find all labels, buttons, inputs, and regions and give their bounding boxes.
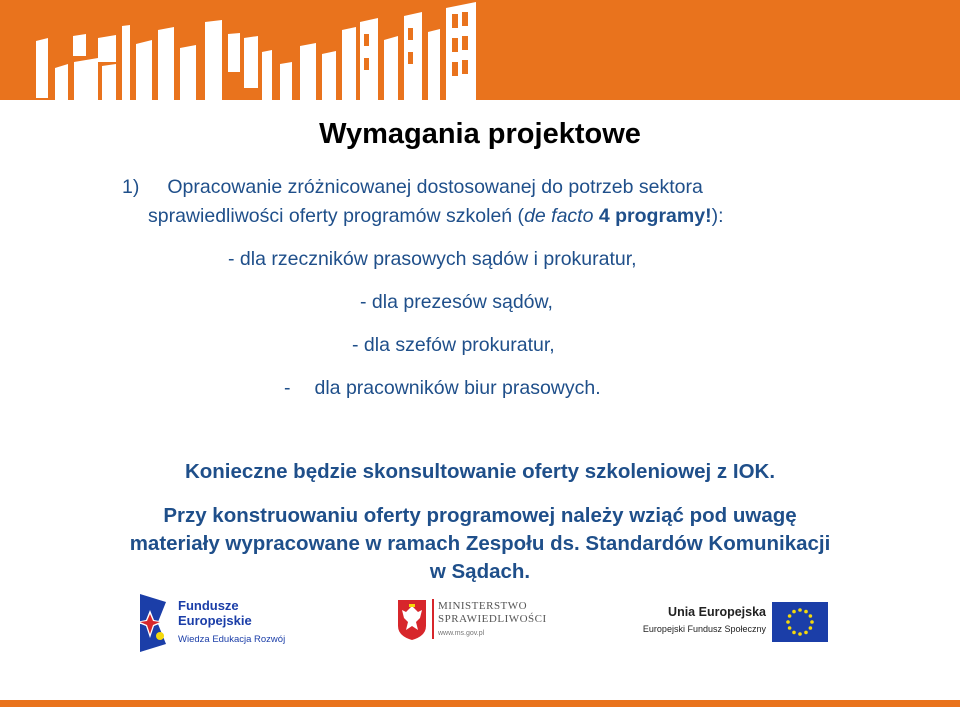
- eu-fund-name: Europejski Fundusz Społeczny: [642, 624, 766, 634]
- sub-item-press-offices: - dla pracowników biur prasowych.: [284, 377, 601, 399]
- ministry-divider: [432, 599, 434, 639]
- sub-item-prosecutors: - dla szefów prokuratur,: [352, 334, 555, 356]
- ministry-logo: [396, 598, 556, 644]
- materials-note-line-2: materiały wypracowane w ramach Zespołu ds. Standardów Komunikacji: [129, 532, 831, 555]
- fe-tagline: Wiedza Edukacja Rozwój: [178, 634, 286, 645]
- ministry-url: www.ms.gov.pl: [438, 630, 485, 637]
- footer-bar: [0, 700, 960, 707]
- fe-star-icon: [136, 592, 172, 654]
- eu-name: Unia Europejska: [668, 605, 766, 619]
- consultation-note: Konieczne będzie skonsultowanie oferty szkoleniowej z IOK.: [184, 460, 776, 483]
- bold-phrase: 4 programy!: [593, 205, 712, 227]
- item-1-text-1: Opracowanie zróżnicowanej dostosowanej do potrzeb sektora: [167, 176, 703, 198]
- fe-logo: [136, 592, 296, 654]
- eu-flag-icon: [772, 602, 828, 642]
- buildings-graphic: [0, 0, 960, 100]
- slide-title: Wymagania projektowe: [319, 118, 641, 150]
- eu-logo: [642, 602, 830, 644]
- item-number: 1): [122, 176, 140, 198]
- sub-item-spokespersons: - dla rzeczników prasowych sądów i prokuratur,: [228, 248, 637, 270]
- ministry-name: MINISTERSTWO SPRAWIEDLIWOŚCI: [438, 600, 547, 625]
- item-1-line-1: [122, 176, 703, 199]
- fe-name: Fundusze Europejskie: [178, 598, 252, 628]
- sub-item-presidents: - dla prezesów sądów,: [360, 291, 553, 313]
- item-1-line-2: sprawiedliwości oferty programów szkoleń (de facto 4 programy!):: [148, 205, 724, 227]
- italic-phrase: de facto: [524, 205, 594, 227]
- materials-note-line-3: w Sądach.: [429, 560, 531, 583]
- eagle-emblem-icon: [396, 598, 428, 640]
- materials-note-line-1: Przy konstruowaniu oferty programowej należy wziąć pod uwagę: [163, 504, 797, 527]
- header-banner: [0, 0, 960, 100]
